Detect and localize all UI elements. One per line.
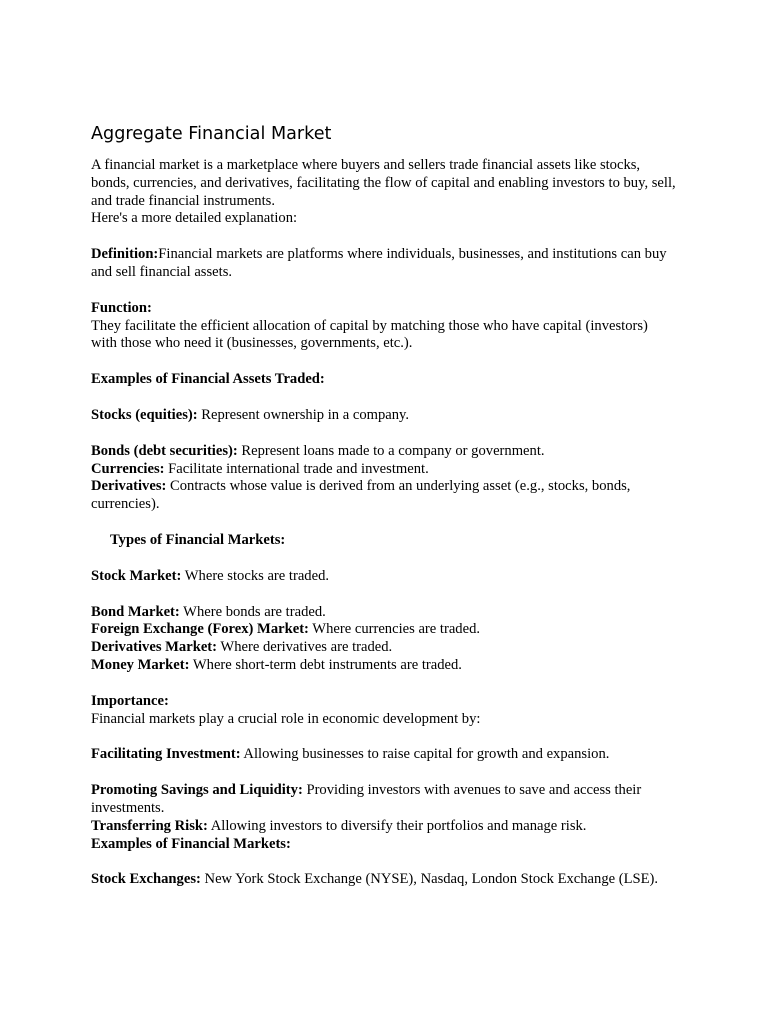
- definition-label: Definition:: [91, 246, 159, 263]
- type-derivatives-market: Derivatives Market: Where derivatives are traded.: [91, 639, 393, 656]
- asset-derivatives: Derivatives: Contracts whose value is derived from an underlying asset (e.g., stocks, bonds, currencies).: [91, 478, 631, 513]
- importance-label: Importance:: [91, 692, 169, 709]
- intro-paragraph: A financial market is a marketplace where buyers and sellers trade financial assets like stocks, bonds, currencies, and derivatives, facilitating the flow of capital and enabling investors to buy, sell, and trade financial instruments.: [91, 157, 676, 209]
- document-body: [91, 122, 676, 889]
- type-forex-market: Foreign Exchange (Forex) Market: Where currencies are traded.: [91, 621, 481, 638]
- definition-paragraph: [91, 246, 676, 282]
- function-label: Function:: [91, 299, 152, 316]
- importance-savings: Promoting Savings and Liquidity: Providing investors with avenues to save and access their investments.: [91, 782, 642, 816]
- assets-heading: Examples of Financial Assets Traded:: [91, 371, 325, 388]
- examples-heading: Examples of Financial Markets:: [91, 835, 291, 852]
- intro-lead: Here's a more detailed explanation:: [91, 210, 298, 227]
- document-title: Aggregate Financial Market: [91, 124, 332, 144]
- type-money-market: Money Market: Where short-term debt instruments are traded.: [91, 656, 462, 673]
- type-bond-market: Bond Market: Where bonds are traded.: [91, 603, 326, 620]
- importance-text: Financial markets play a crucial role in economic development by:: [91, 710, 481, 727]
- asset-currencies: Currencies: Facilitate international trade and investment.: [91, 460, 429, 477]
- types-heading: Types of Financial Markets:: [110, 531, 286, 548]
- example-stock-exchanges: Stock Exchanges: New York Stock Exchange (NYSE), Nasdaq, London Stock Exchange (LSE).: [91, 871, 659, 888]
- function-text: They facilitate the efficient allocation of capital by matching those who have capital (investors) with those who need it (businesses, governments, etc.).: [91, 317, 648, 352]
- type-stock-market: Stock Market: Where stocks are traded.: [91, 567, 330, 584]
- asset-stocks: Stocks (equities): Represent ownership in a company.: [91, 406, 410, 423]
- importance-risk: Transferring Risk: Allowing investors to diversify their portfolios and manage risk.: [91, 817, 587, 834]
- asset-bonds: Bonds (debt securities): Represent loans made to a company or government.: [91, 442, 545, 459]
- importance-investment: Facilitating Investment: Allowing businesses to raise capital for growth and expansion.: [91, 746, 610, 763]
- definition-text: Financial markets are platforms where individuals, businesses, and institutions can buy and sell financial assets.: [91, 246, 667, 280]
